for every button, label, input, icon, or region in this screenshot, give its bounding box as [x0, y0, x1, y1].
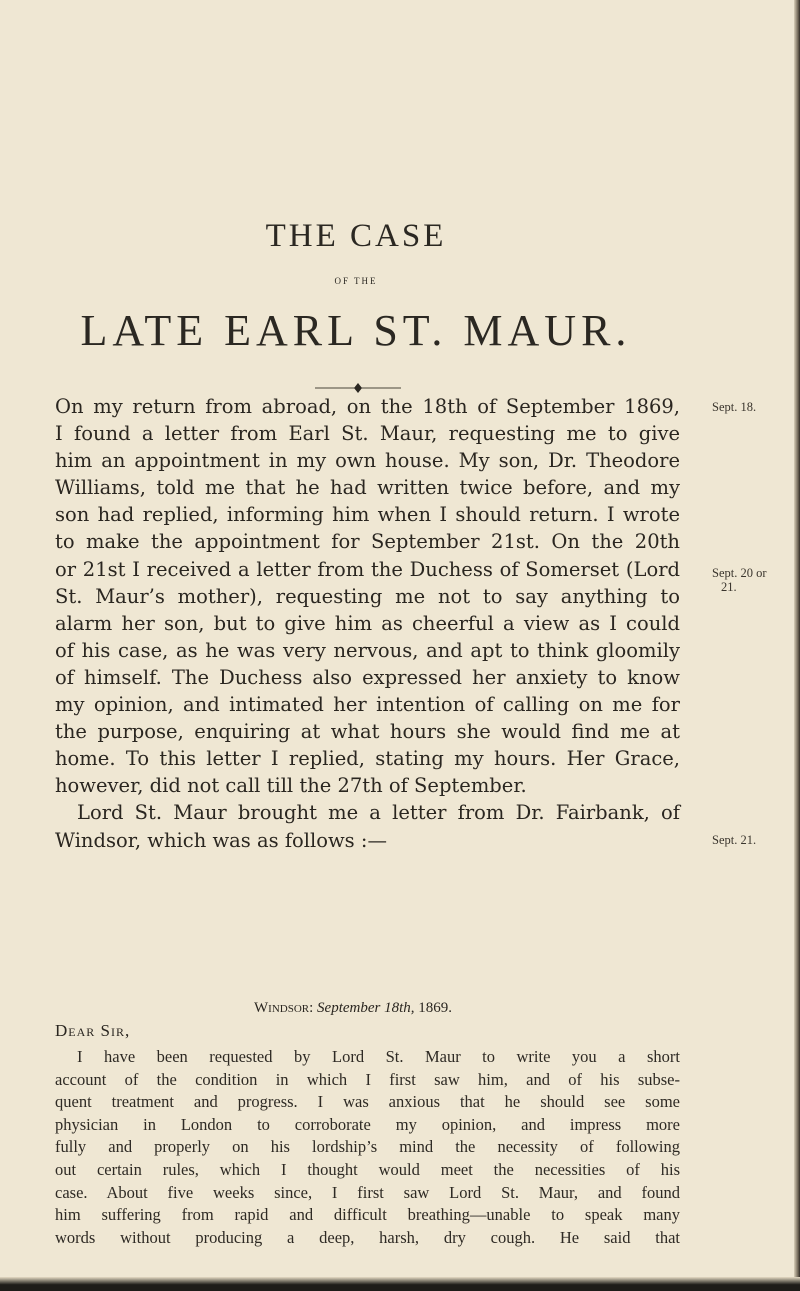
letter-date: September 18th,: [317, 1000, 415, 1016]
letter-line: I have been requested by Lord St. Maur to write you a short: [77, 1047, 680, 1066]
letter-line: words without producing a deep, harsh, dry cough. He said that: [55, 1227, 680, 1247]
letter-line: quent treatment and progress. I was anxious that he should see some: [55, 1092, 680, 1112]
body-line: On my return from abroad, on the 18th of September 1869,: [55, 395, 680, 418]
body-line: him an appointment in my own house. My son, Dr. Theodore: [55, 449, 680, 473]
letter-line: physician in London to corroborate my opinion, and impress more: [55, 1114, 680, 1134]
margin-note-sept-21-alt: 21.: [721, 580, 737, 594]
body-line: Lord St. Maur brought me a letter from Dr. Fairbank, of: [77, 801, 680, 825]
page-bottom-edge: [0, 1277, 800, 1291]
letter-line: account of the condition in which I first saw him, and of his subse-: [55, 1069, 680, 1089]
body-line: my opinion, and intimated her intention of calling on me for: [55, 693, 680, 717]
body-line: home. To this letter I replied, stating my hours. Her Grace,: [55, 747, 680, 771]
letter-line: fully and properly on his lordship’s mind the necessity of following: [55, 1137, 680, 1157]
letter-dateline: Windsor: September 18th, 1869.: [254, 1000, 453, 1016]
title-line-1: THE CASE: [265, 218, 447, 254]
margin-note-sept-18: Sept. 18.: [712, 400, 757, 414]
body-line: alarm her son, but to give him as cheerful a view as I could: [55, 611, 680, 635]
body-line: to make the appointment for September 21st. On the 20th: [55, 530, 680, 554]
letter-body: [55, 1046, 680, 1249]
title-line-3: LATE EARL ST. MAUR.: [80, 306, 632, 355]
margin-note-sept-20: Sept. 20 or: [712, 566, 767, 580]
letter-year: 1869.: [418, 1000, 453, 1016]
body-line: of his case, as he was very nervous, and apt to think gloomily: [55, 638, 680, 662]
page-right-edge: [794, 0, 800, 1291]
body-line: the purpose, enquiring at what hours she would find me at: [55, 720, 680, 744]
letter-line: out certain rules, which I thought would meet the necessities of his: [55, 1159, 680, 1179]
body-line: son had replied, informing him when I should return. I wrote: [55, 503, 680, 527]
body-line: St. Maur’s mother), requesting me not to say anything to: [55, 584, 680, 608]
letter-place: Windsor: [254, 1000, 310, 1016]
title-line-2: OF THE: [334, 276, 378, 286]
letter-line: case. About five weeks since, I first saw Lord St. Maur, and found: [55, 1182, 680, 1202]
letter-line: him suffering from rapid and difficult breathing—unable to speak many: [55, 1205, 680, 1225]
body-line: Windsor, which was as follows :—: [55, 828, 387, 852]
body-line: or 21st I received a letter from the Duchess of Somerset (Lord: [55, 557, 680, 581]
body-line: of himself. The Duchess also expressed her anxiety to know: [55, 665, 680, 689]
margin-note-sept-21: Sept. 21.: [712, 833, 757, 847]
body-line: I found a letter from Earl St. Maur, requesting me to give: [55, 422, 680, 446]
body-paragraph: [55, 393, 680, 854]
letter-salutation: Dear Sir,: [55, 1021, 131, 1040]
body-line: Williams, told me that he had written twice before, and my: [55, 476, 680, 500]
body-line: however, did not call till the 27th of September.: [55, 774, 527, 798]
